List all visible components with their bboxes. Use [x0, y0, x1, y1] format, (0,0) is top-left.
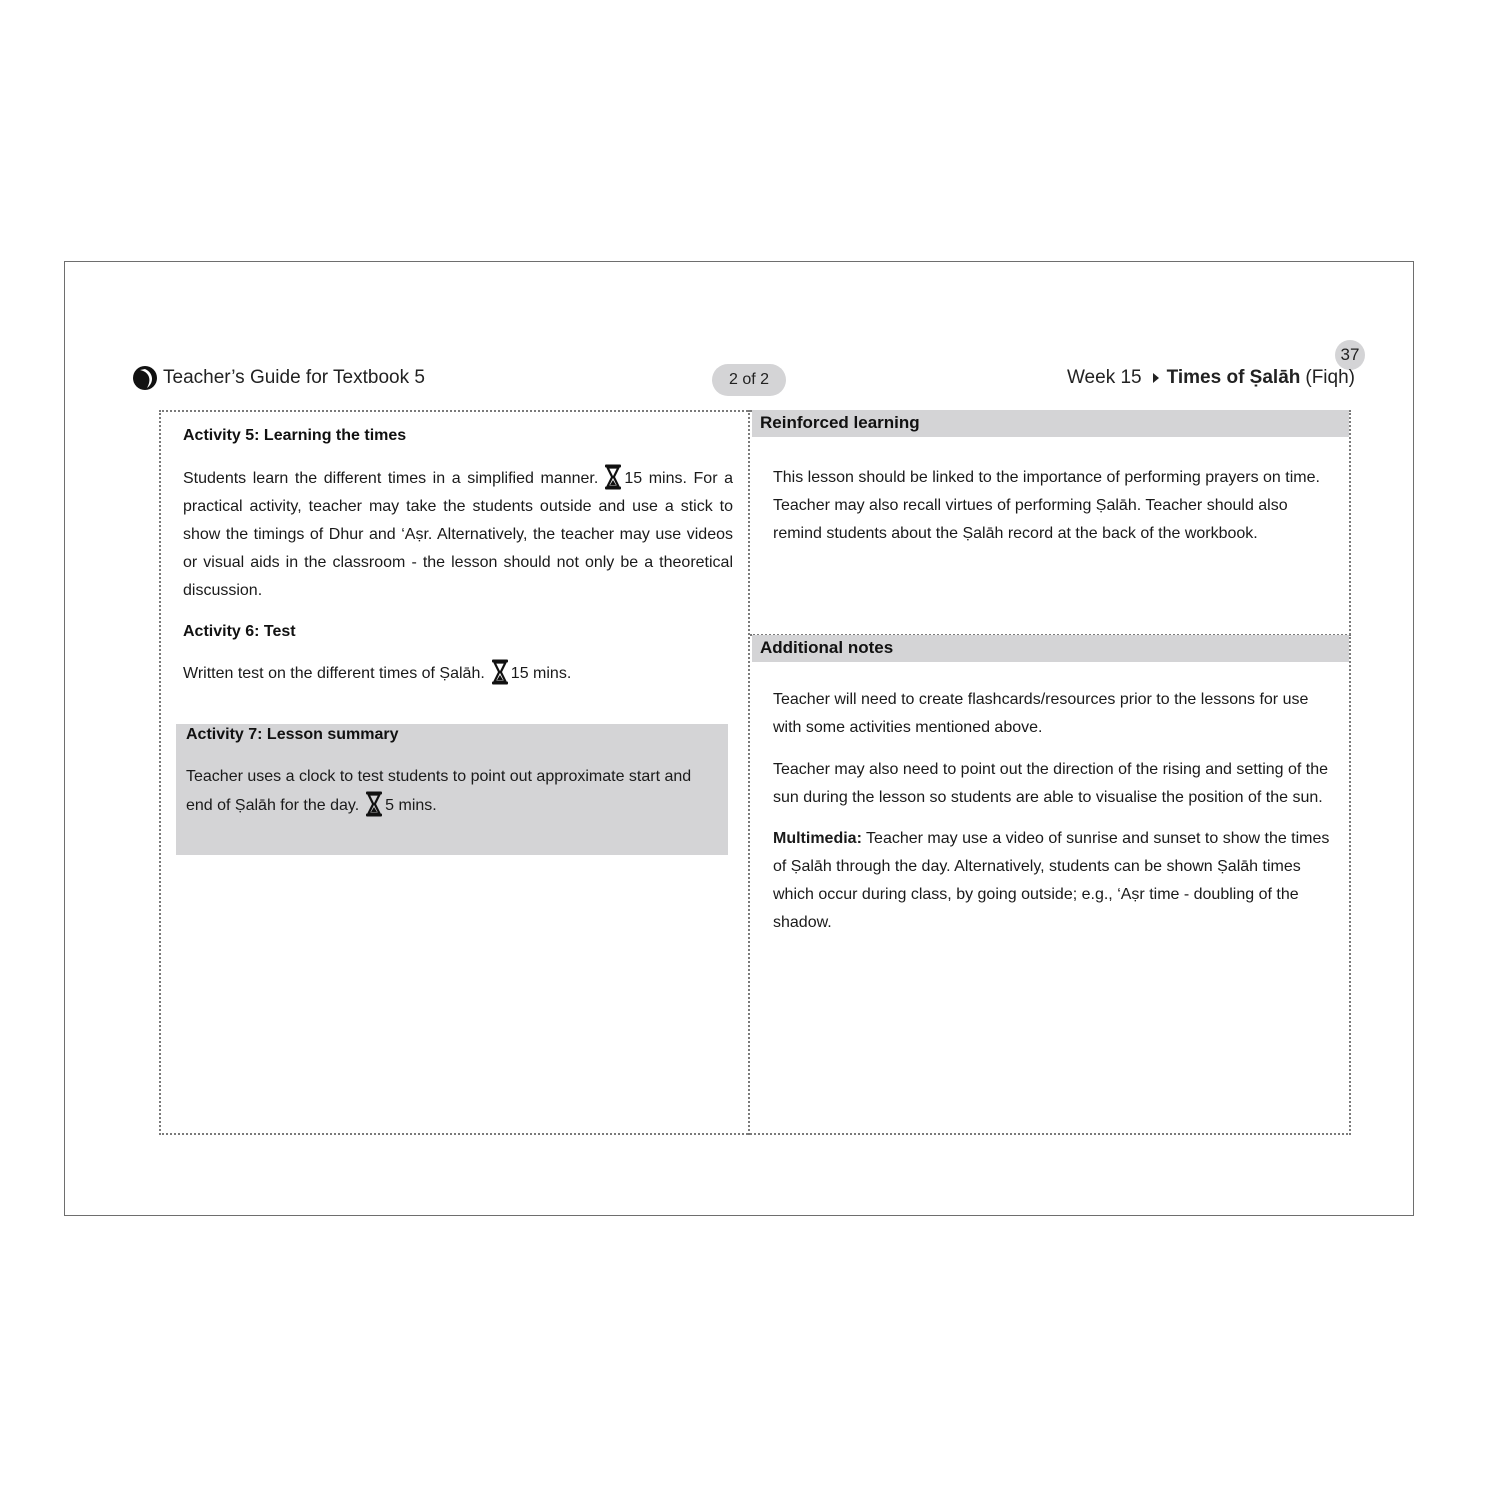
topic-title: Times of Ṣalāh [1166, 367, 1301, 388]
lesson-header [1067, 367, 1355, 389]
notes-paragraph-2: Teacher may also need to point out the direction of the rising and setting of the sun during the lesson so students are able to visualise the position of the sun. [773, 761, 1329, 806]
activity-7-text [186, 763, 716, 820]
topic-category: (Fiqh) [1305, 367, 1355, 388]
activity-6-text [183, 659, 733, 688]
reinforced-learning-heading: Reinforced learning [752, 410, 1349, 437]
additional-notes-heading: Additional notes [752, 635, 1349, 662]
hourglass-icon [365, 791, 383, 817]
activity-7-title: Activity 7: Lesson summary [186, 726, 399, 743]
column-divider [748, 410, 750, 1135]
multimedia-text: Teacher may use a video of sunrise and sunset to show the times of Ṣalāh through the day. Alternatively, students can be shown Ṣalāh times which occur during class, by going outside; e.g., ‘Aṣr time - doubling of the shadow. [773, 830, 1330, 931]
multimedia-label: Multimedia: [773, 830, 862, 847]
activity-7-text-start: Teacher uses a clock to test students to point out approximate start and end of Ṣalāh for the day. [186, 768, 692, 814]
activity-6-title: Activity 6: Test [183, 623, 296, 640]
book-header [132, 365, 425, 391]
page-number: 37 [1335, 340, 1365, 370]
activity-5-text-start: Students learn the different times in a simplified manner. [183, 470, 599, 487]
activity-5-title: Activity 5: Learning the times [183, 427, 407, 444]
activity-7-text-end: 5 mins. [385, 797, 437, 814]
activity-6-text-end: 15 mins. [510, 665, 572, 682]
activity-6-text-start: Written test on the different times of Ṣalāh. [183, 665, 485, 682]
part-badge: 2 of 2 [712, 364, 786, 396]
reinforced-learning-text: This lesson should be linked to the importance of performing prayers on time. Teacher may also recall virtues of performing Ṣalāh. Teacher should also remind students about the Ṣalāh record at the back of the workbook. [773, 469, 1320, 542]
logo-icon [132, 365, 158, 391]
notes-paragraph-3 [773, 825, 1332, 937]
week-label: Week 15 [1066, 367, 1142, 388]
activity-5-text [183, 464, 733, 605]
hourglass-icon [604, 464, 622, 490]
hourglass-icon [491, 659, 509, 685]
triangle-right-icon [1153, 373, 1159, 383]
book-title: Teacher’s Guide for Textbook 5 [163, 367, 425, 388]
activity-5-text-end: 15 mins. For a practical activity, teacher may take the students outside and use a stick to show the timings of Dhur and ‘Aṣr. Alternatively, the teacher may use videos or visual aids in the classroom - the lesson should not only be a theoretical discussion. [183, 470, 734, 599]
notes-paragraph-1: Teacher will need to create flashcards/resources prior to the lessons for use with some activities mentioned above. [773, 691, 1309, 736]
